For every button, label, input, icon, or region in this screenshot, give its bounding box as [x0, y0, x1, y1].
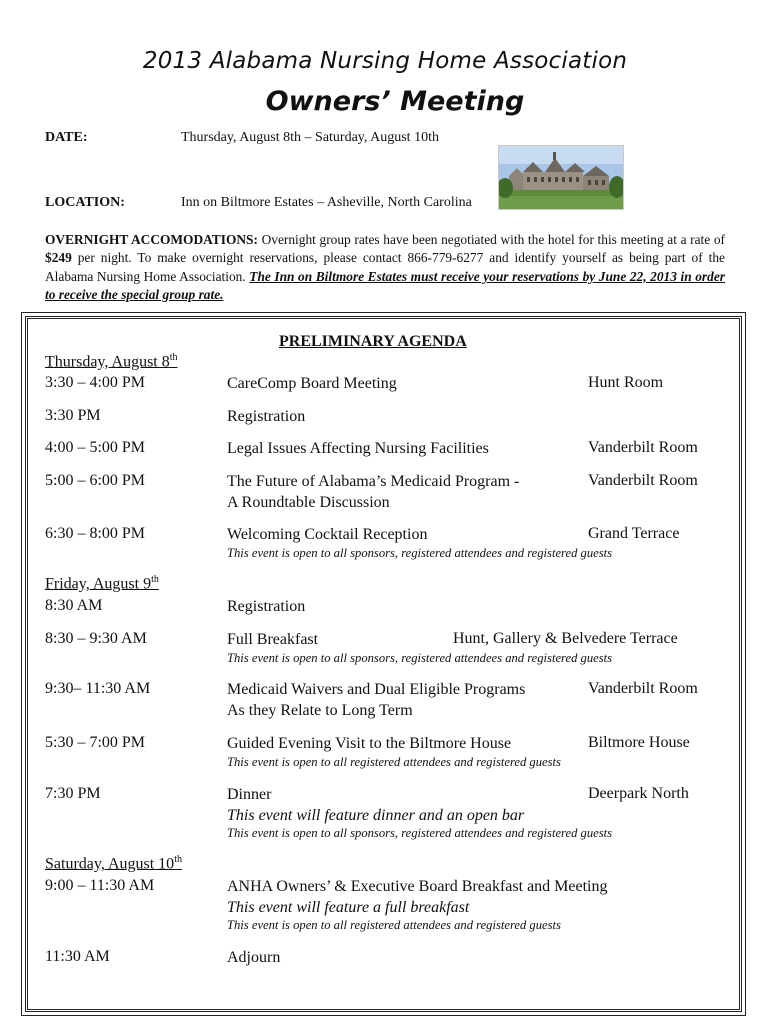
agenda-room: Deerpark North — [588, 785, 689, 802]
agenda-room: Vanderbilt Room — [588, 680, 698, 697]
agenda-event: Adjourn — [227, 949, 281, 966]
agenda-note: This event is open to all registered attendees and registered guests — [227, 918, 561, 932]
agenda-event: The Future of Alabama’s Medicaid Program - A Roundtable Discussion — [227, 473, 520, 511]
agenda-room: Grand Terrace — [588, 525, 680, 542]
agenda-time: 9:30– 11:30 AM — [45, 680, 151, 697]
agenda-time: 6:30 – 8:00 PM — [45, 525, 146, 542]
agenda-room: Vanderbilt Room — [588, 439, 698, 456]
agenda-room: Hunt, Gallery & Belvedere Terrace — [453, 630, 678, 647]
agenda-event: CareComp Board Meeting — [227, 375, 397, 392]
agenda-room: Biltmore House — [588, 734, 690, 751]
agenda-note: This event is open to all sponsors, registered attendees and registered guests — [227, 651, 613, 665]
agenda-event: ANHA Owners’ & Executive Board Breakfast and Meeting This event will feature a full breakfast — [227, 878, 608, 916]
agenda-event: Full Breakfast — [227, 631, 319, 648]
agenda-time: 7:30 PM — [45, 785, 101, 802]
agenda-title: PRELIMINARY AGENDA — [279, 333, 467, 350]
title-line-1: 2013 Alabama Nursing Home Association — [142, 48, 628, 74]
agenda-room: Hunt Room — [588, 374, 664, 391]
agenda-time: 8:30 AM — [45, 597, 103, 614]
title-line-2: Owners’ Meeting — [265, 86, 525, 117]
overnight-accommodations-paragraph — [45, 231, 725, 304]
overnight-rate: $249 — [45, 250, 72, 266]
location-label: LOCATION: — [45, 195, 125, 210]
agenda-note: This event is open to all registered attendees and registered guests — [227, 755, 561, 769]
agenda-event: Registration — [227, 598, 306, 615]
agenda-time: 3:30 – 4:00 PM — [45, 374, 146, 391]
agenda-time: 8:30 – 9:30 AM — [45, 630, 147, 647]
day-heading-saturday: Saturday, August 10th — [45, 854, 182, 873]
day-heading-thursday: Thursday, August 8th — [45, 352, 178, 371]
agenda-time: 5:00 – 6:00 PM — [45, 472, 146, 489]
agenda-event: Legal Issues Affecting Nursing Facilities — [227, 440, 489, 457]
agenda-note: This event is open to all sponsors, registered attendees and registered guests — [227, 546, 613, 560]
agenda-event: Guided Evening Visit to the Biltmore House — [227, 735, 512, 752]
agenda-event: Registration — [227, 408, 306, 425]
agenda-time: 3:30 PM — [45, 407, 101, 424]
day-heading-friday: Friday, August 9th — [45, 574, 159, 593]
location-value: Inn on Biltmore Estates – Asheville, North Carolina — [181, 195, 472, 210]
date-label: DATE: — [45, 130, 88, 145]
overnight-text-2: per night. To make overnight reservations, please contact 866-779-6277 and identify yourself as being part of the Alabama Nursing Home Association. — [45, 250, 725, 284]
reservation-deadline: The Inn on Biltmore Estates must receive your reservations by June 22, 2013 in order to receive the special group rate. — [45, 268, 725, 302]
overnight-label: OVERNIGHT ACCOMODATIONS: — [45, 232, 258, 247]
agenda-note: This event is open to all sponsors, registered attendees and registered guests — [227, 826, 613, 840]
agenda-event: Dinner This event will feature dinner and an open bar — [227, 786, 525, 824]
agenda-event: Welcoming Cocktail Reception — [227, 526, 428, 543]
agenda-time: 11:30 AM — [45, 948, 110, 965]
overnight-text-1: Overnight group rates have been negotiated with the hotel for this meeting at a rate of — [257, 232, 725, 247]
date-value: Thursday, August 8th – Saturday, August 10th — [181, 130, 439, 145]
biltmore-estate-photo — [498, 145, 624, 210]
agenda-event: Medicaid Waivers and Dual Eligible Programs As they Relate to Long Term — [227, 681, 526, 719]
agenda-time: 9:00 – 11:30 AM — [45, 877, 155, 894]
agenda-room: Vanderbilt Room — [588, 472, 698, 489]
agenda-time: 5:30 – 7:00 PM — [45, 734, 146, 751]
agenda-time: 4:00 – 5:00 PM — [45, 439, 146, 456]
